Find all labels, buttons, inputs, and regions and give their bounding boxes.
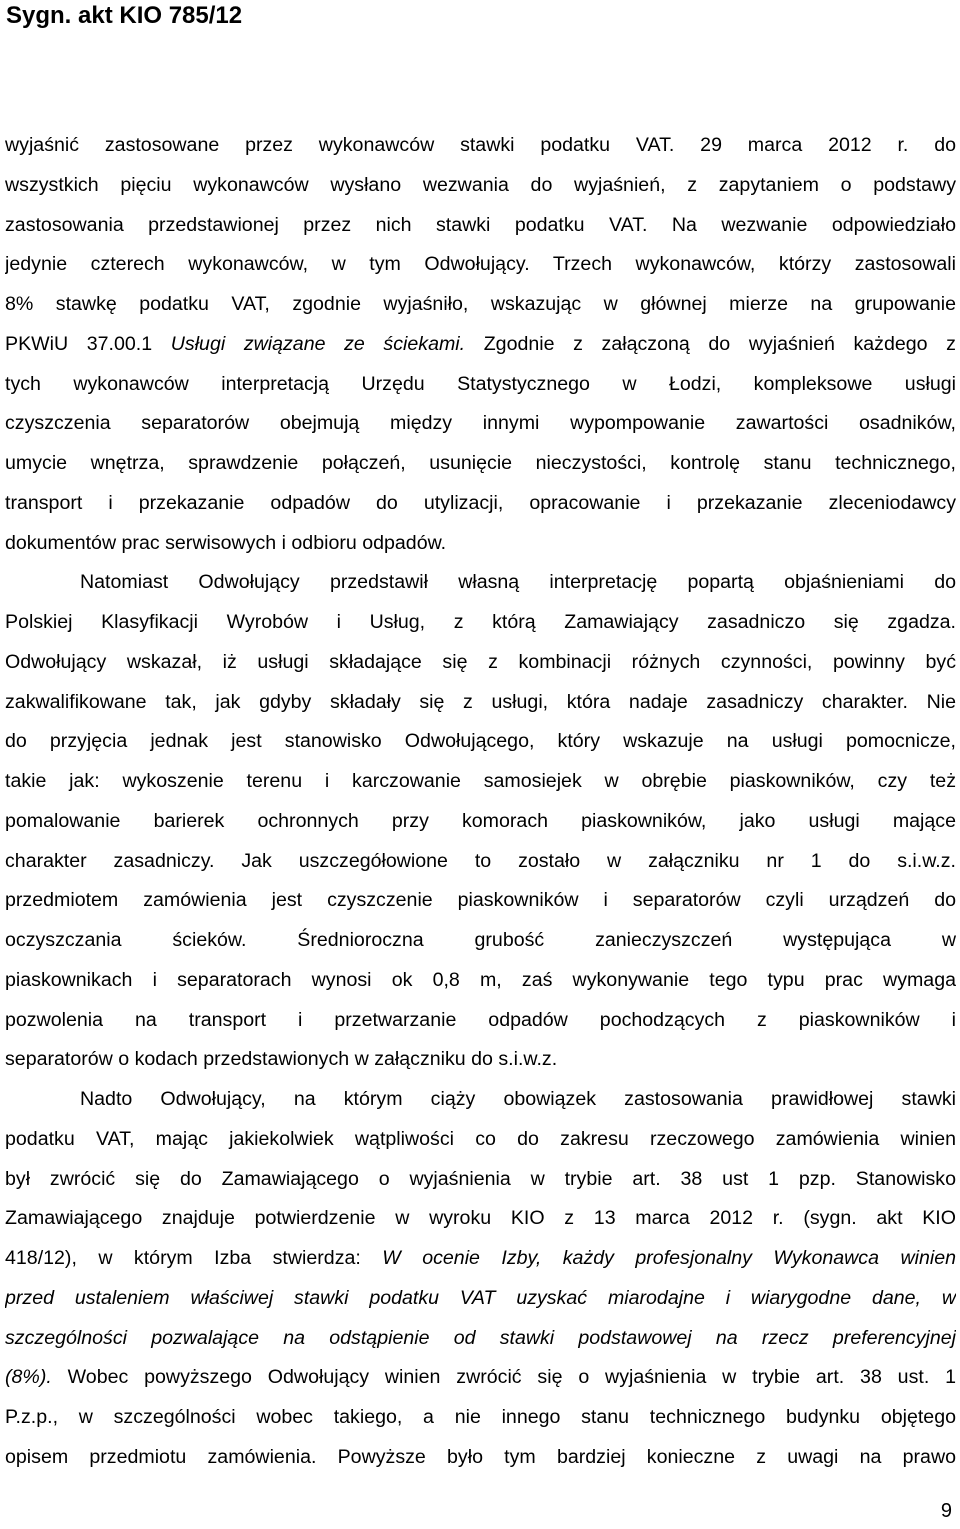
italic-text-segment: W ocenie Izby, każdy profesjonalny Wykonawca winien xyxy=(382,1247,956,1269)
text-line xyxy=(5,206,956,246)
text-segment: PKWiU 37.00.1 xyxy=(5,332,171,355)
text-line xyxy=(5,444,956,484)
text-line xyxy=(5,1319,956,1359)
text-line xyxy=(5,603,956,643)
text-line xyxy=(5,802,956,842)
text-line xyxy=(5,683,956,723)
text-line xyxy=(5,1040,956,1080)
text-line xyxy=(5,1358,956,1398)
text-line xyxy=(5,484,956,524)
text-line xyxy=(5,643,956,683)
text-line xyxy=(5,1199,956,1239)
text-segment: 418/12), w którym Izba stwierdza: xyxy=(5,1247,383,1269)
text-line xyxy=(5,1279,956,1319)
text-line xyxy=(5,921,956,961)
text-segment: pomalowanie barierek ochronnych przy komorach piaskowników, jako usługi mające xyxy=(5,809,956,832)
case-number-header: Sygn. akt KIO 785/12 xyxy=(6,2,243,29)
text-segment: transport i przekazanie odpadów do utylizacji, opracowanie i przekazanie zleceniodawcy xyxy=(5,491,956,514)
text-segment: Nadto Odwołujący, na którym ciąży obowiązek zastosowania prawidłowej stawki xyxy=(80,1088,956,1110)
page-number: 9 xyxy=(940,1500,952,1522)
text-line xyxy=(5,1001,956,1041)
text-segment: Zgodnie z załączoną do wyjaśnień każdego z xyxy=(465,332,956,355)
text-segment: Zamawiającego znajduje potwierdzenie w wyroku KIO z 13 marca 2012 r. (sygn. akt KIO xyxy=(5,1207,956,1230)
text-line xyxy=(5,404,956,444)
text-segment: pozwolenia na transport i przetwarzanie odpadów pochodzących z piaskowników i xyxy=(5,1008,956,1031)
text-segment: separatorów o kodach przedstawionych w załączniku do s.i.w.z. xyxy=(5,1048,558,1071)
text-segment: opisem przedmiotu zamówienia. Powyższe było tym bardziej konieczne z uwagi na prawo xyxy=(5,1445,956,1468)
text-line xyxy=(5,524,956,564)
text-segment: takie jak: wykoszenie terenu i karczowanie samosiejek w obrębie piaskowników, czy też xyxy=(5,770,956,792)
text-segment: zastosowania przedstawionej przez nich stawki podatku VAT. Na wezwanie odpowiedziało xyxy=(5,213,956,236)
text-segment: do przyjęcia jednak jest stanowisko Odwołującego, który wskazuje na usługi pomocnicze, xyxy=(5,730,956,753)
italic-text-segment: Usługi związane ze ściekami. xyxy=(170,332,466,355)
text-segment: Wobec powyższego Odwołujący winien zwrócić się o wyjaśnienia w trybie art. 38 ust. 1 xyxy=(51,1366,956,1389)
text-segment: piaskownikach i separatorach wynosi ok 0,8 m, zaś wykonywanie tego typu prac wymaga xyxy=(5,968,956,991)
text-line xyxy=(5,245,956,285)
text-line xyxy=(5,1398,956,1438)
text-line xyxy=(5,762,956,802)
text-segment: wyjaśnić zastosowane przez wykonawców stawki podatku VAT. 29 marca 2012 r. do xyxy=(5,134,956,156)
text-line xyxy=(5,1120,956,1160)
text-line xyxy=(5,325,956,365)
text-segment: Odwołujący wskazał, iż usługi składające się z kombinacji różnych czynności, powinny być xyxy=(5,650,956,673)
text-segment: podatku VAT, mając jakiekolwiek wątpliwości co do zakresu rzeczowego zamówienia winien xyxy=(5,1127,956,1150)
italic-text-segment: przed ustaleniem właściwej stawki podatku VAT uzyskać miarodajne i wiarygodne dane, w xyxy=(5,1286,956,1309)
text-segment: oczyszczania ścieków. Średnioroczna grubość zanieczyszczeń występująca w xyxy=(5,929,956,951)
italic-text-segment: szczególności pozwalające na odstąpienie od stawki podstawowej na rzecz preferencyjnej xyxy=(5,1326,956,1349)
text-line xyxy=(5,842,956,882)
text-line xyxy=(5,722,956,762)
text-line xyxy=(5,1438,956,1478)
text-line xyxy=(5,1239,956,1279)
text-line xyxy=(5,961,956,1001)
text-segment: wszystkich pięciu wykonawców wysłano wezwania do wyjaśnień, z zapytaniem o podstawy xyxy=(5,173,956,196)
text-segment: umycie wnętrza, sprawdzenie połączeń, usunięcie nieczystości, kontrolę stanu technicznego, xyxy=(5,452,956,474)
text-segment: był zwrócić się do Zamawiającego o wyjaśnienia w trybie art. 38 ust 1 pzp. Stanowisko xyxy=(5,1167,956,1190)
text-segment: Natomiast Odwołujący przedstawił własną interpretację popartą objaśnieniami do xyxy=(80,571,956,594)
text-line xyxy=(5,1160,956,1200)
text-line xyxy=(5,1080,956,1120)
text-segment: dokumentów prac serwisowych i odbioru odpadów. xyxy=(5,531,447,554)
text-line xyxy=(5,365,956,405)
text-segment: jedynie czterech wykonawców, w tym Odwołujący. Trzech wykonawców, którzy zastosowali xyxy=(5,253,956,276)
text-segment: zakwalifikowane tak, jak gdyby składały się z usługi, która nadaje zasadniczy charakter. Nie xyxy=(5,690,956,713)
document-body xyxy=(5,126,956,1478)
text-segment: czyszczenia separatorów obejmują między innymi wypompowanie zawartości osadników, xyxy=(5,412,956,435)
text-line xyxy=(5,881,956,921)
italic-text-segment: (8%). xyxy=(5,1366,52,1389)
text-segment: P.z.p., w szczególności wobec takiego, a nie innego stanu technicznego budynku objętego xyxy=(5,1406,956,1428)
text-line xyxy=(5,166,956,206)
text-line xyxy=(5,126,956,166)
text-segment: charakter zasadniczy. Jak uszczegółowione to zostało w załączniku nr 1 do s.i.w.z. xyxy=(5,849,956,872)
text-segment: tych wykonawców interpretacją Urzędu Statystycznego w Łodzi, kompleksowe usługi xyxy=(5,372,956,395)
text-segment: 8% stawkę podatku VAT, zgodnie wyjaśniło, wskazując w głównej mierze na grupowanie xyxy=(5,293,956,315)
text-segment: przedmiotem zamówienia jest czyszczenie piaskowników i separatorów czyli urządzeń do xyxy=(5,889,956,912)
text-segment: Polskiej Klasyfikacji Wyrobów i Usług, z którą Zamawiający zasadniczo się zgadza. xyxy=(5,611,956,633)
text-line xyxy=(5,285,956,325)
text-line xyxy=(5,563,956,603)
